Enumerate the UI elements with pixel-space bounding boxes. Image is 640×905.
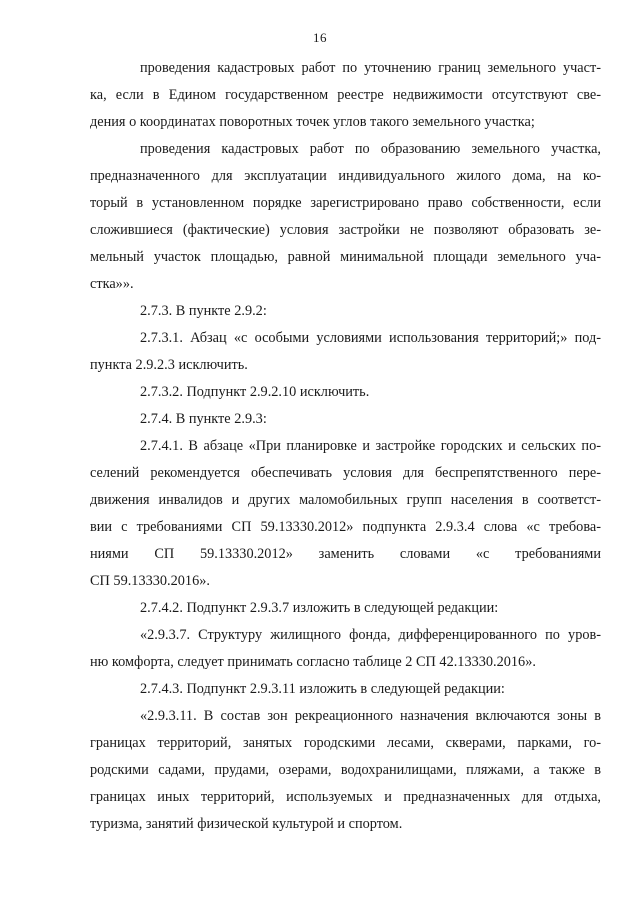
text-line: дения о координатах поворотных точек углов такого земельного участка;: [90, 114, 535, 130]
text-line: 2.7.4.1. В абзаце «При планировке и застройке городских и сельских по-: [140, 438, 601, 454]
text-line: «2.9.3.11. В состав зон рекреационного назначения включаются зоны в: [140, 708, 601, 724]
text-line: границах территорий, занятых городскими лесами, скверами, парками, го-: [90, 735, 601, 751]
text-line: 2.7.3.2. Подпункт 2.9.2.10 исключить.: [140, 384, 370, 400]
text-line: стка»».: [90, 276, 134, 292]
text-line: 2.7.4.2. Подпункт 2.9.3.7 изложить в следующей редакции:: [140, 600, 499, 616]
text-line: ню комфорта, следует принимать согласно таблице 2 СП 42.13330.2016».: [90, 654, 536, 670]
text-line: вии с требованиями СП 59.13330.2012» подпункта 2.9.3.4 слова «с требова-: [90, 519, 601, 535]
text-line: ка, если в Едином государственном реестре недвижимости отсутствуют све-: [90, 87, 601, 103]
text-line: туризма, занятий физической культурой и спортом.: [90, 816, 403, 832]
text-line: мельный участок площадью, равной минимальной площади земельного уча-: [90, 249, 601, 265]
text-line: границах иных территорий, используемых и предназначенных для отдыха,: [90, 789, 601, 805]
text-line: предназначенного для эксплуатации индивидуального жилого дома, на ко-: [90, 168, 601, 184]
text-line: 2.7.3.1. Абзац «с особыми условиями использования территорий;» под-: [140, 330, 601, 346]
text-line: «2.9.3.7. Структуру жилищного фонда, дифференцированного по уров-: [140, 627, 601, 643]
text-line: селений рекомендуется обеспечивать условия для беспрепятственного пере-: [90, 465, 601, 481]
text-line: родскими садами, прудами, озерами, водохранилищами, пляжами, а также в: [90, 762, 601, 778]
text-line: 2.7.3. В пункте 2.9.2:: [140, 303, 267, 319]
text-line: ниями СП 59.13330.2012» заменить словами «с требованиями: [90, 546, 601, 562]
text-line: пункта 2.9.2.3 исключить.: [90, 357, 248, 373]
text-line: проведения кадастровых работ по уточнению границ земельного участ-: [140, 60, 601, 76]
text-line: 2.7.4. В пункте 2.9.3:: [140, 411, 267, 427]
text-line: проведения кадастровых работ по образованию земельного участка,: [140, 141, 601, 157]
text-line: движения инвалидов и других маломобильных групп населения в соответст-: [90, 492, 601, 508]
text-line: 2.7.4.3. Подпункт 2.9.3.11 изложить в следующей редакции:: [140, 681, 505, 697]
text-line: торый в установленном порядке зарегистрировано право собственности, если: [90, 195, 601, 211]
page-number: 16: [313, 30, 327, 45]
text-line: сложившиеся (фактические) условия застройки не позволяют образовать зе-: [90, 222, 601, 238]
text-line: СП 59.13330.2016».: [90, 573, 210, 589]
